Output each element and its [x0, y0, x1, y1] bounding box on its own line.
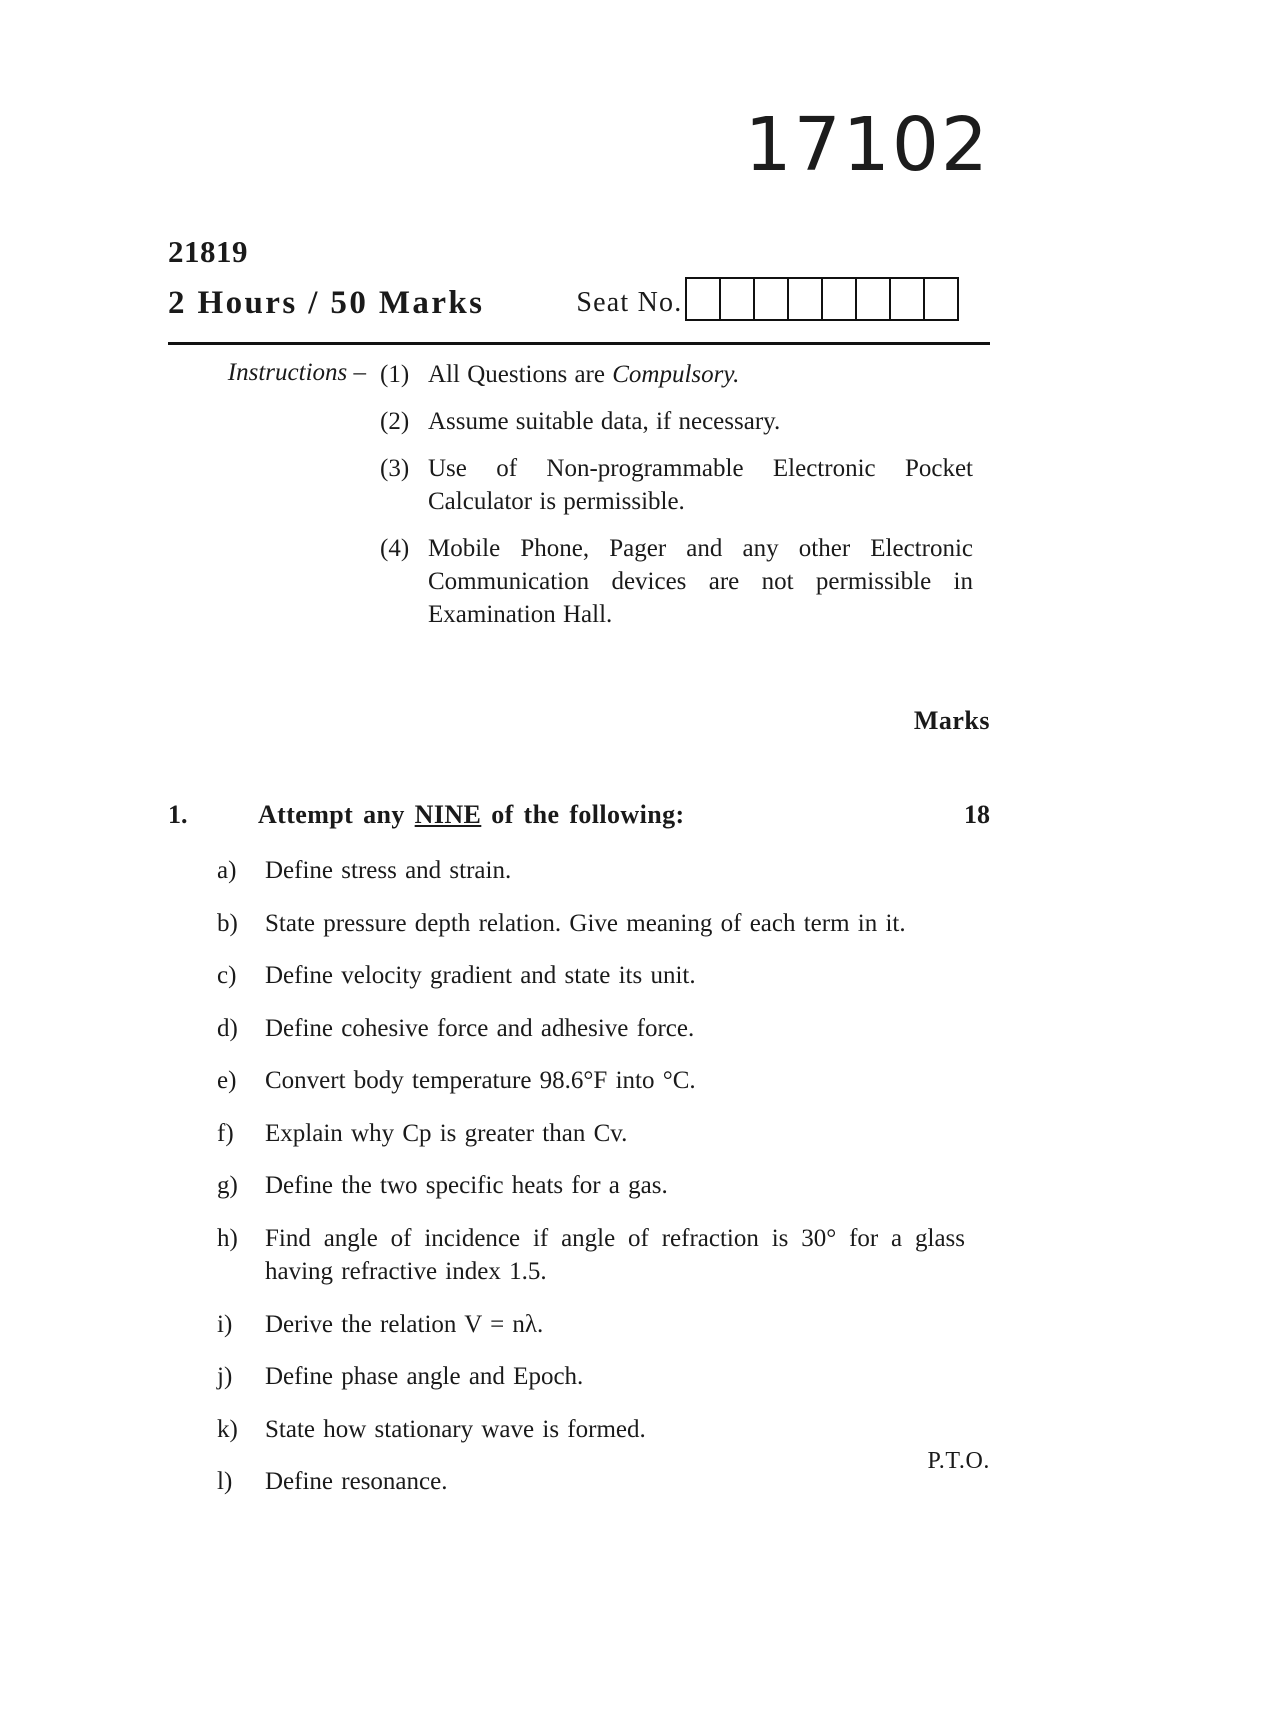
sub-question-letter: c) [217, 962, 237, 989]
instruction-number: (2) [380, 408, 410, 435]
question-1-number: 1. [168, 800, 188, 829]
sub-question-text: State how stationary wave is formed. [265, 1415, 646, 1443]
sub-question-text: Convert body temperature 98.6°F into °C. [265, 1067, 696, 1094]
sub-question-item [217, 1413, 990, 1447]
instruction-text [428, 358, 739, 391]
sub-question-letter: e) [217, 1067, 237, 1094]
instruction-text-emphasis: Compulsory. [612, 361, 740, 388]
instruction-item [380, 358, 990, 391]
seat-number-cell[interactable] [891, 279, 925, 319]
question-1-marks: 18 [964, 800, 990, 829]
sub-question-letter: a) [217, 857, 237, 884]
sub-question-item [217, 1117, 990, 1151]
duration-seat-row [168, 277, 990, 322]
sub-question-letter: f) [217, 1119, 234, 1147]
sub-question-text: Define resonance. [265, 1468, 448, 1495]
sub-question-letter: g) [217, 1172, 238, 1199]
sub-question-item [217, 959, 990, 993]
instruction-text-main: Use of Non-programmable Electronic Pocket Calculator is permissible. [428, 455, 973, 515]
instruction-text [428, 452, 973, 518]
duration-and-marks: 2 Hours / 50 Marks [168, 284, 485, 321]
sub-question-text: Find angle of incidence if angle of refraction is 30° for a glass having refractive index 1.5. [265, 1224, 965, 1285]
sub-question-text: Define the two specific heats for a gas. [265, 1172, 668, 1199]
instruction-number: (3) [380, 455, 410, 482]
sub-question-item [217, 1360, 990, 1394]
question-1-sub-list [168, 854, 990, 1499]
instructions-list [380, 358, 990, 645]
question-heading-emphasis: NINE [414, 800, 482, 829]
sub-question-text: Define stress and strain. [265, 857, 512, 884]
sub-question-item [217, 1012, 990, 1046]
sub-question-letter: b) [217, 909, 238, 937]
instructions-row [190, 358, 990, 645]
seat-number-cell[interactable] [823, 279, 857, 319]
sub-question-item [217, 907, 990, 941]
instruction-text-main: All Questions are [428, 361, 613, 388]
instruction-item [380, 452, 990, 518]
seat-number-cell[interactable] [755, 279, 789, 319]
sub-question-text: Define phase angle and Epoch. [265, 1363, 584, 1390]
sub-question-text: State pressure depth relation. Give meaning of each term in it. [265, 909, 906, 937]
seat-number-field[interactable] [576, 277, 959, 322]
sub-question-text: Define velocity gradient and state its unit. [265, 962, 696, 989]
page-content [168, 0, 990, 1726]
sub-question-item [217, 1465, 990, 1499]
instruction-item [380, 405, 990, 438]
question-1-heading [168, 800, 990, 830]
sub-question-item [217, 1308, 990, 1342]
question-heading-suffix: of the following: [481, 800, 685, 829]
instruction-item [380, 532, 990, 631]
sub-question-letter: l) [217, 1468, 233, 1495]
seat-number-cell[interactable] [789, 279, 823, 319]
question-heading-prefix: Attempt any [258, 800, 415, 829]
page-turn-over-note: P.T.O. [927, 1448, 990, 1474]
header-divider-rule [168, 342, 990, 345]
seat-number-cell[interactable] [857, 279, 891, 319]
sub-question-item [217, 1222, 990, 1289]
sub-question-letter: d) [217, 1014, 238, 1042]
sub-question-letter: h) [217, 1224, 238, 1252]
question-1-heading-text [258, 800, 946, 830]
seat-number-cell[interactable] [925, 279, 957, 319]
sub-question-item [217, 854, 990, 888]
paper-number: 21819 [168, 234, 248, 269]
question-1-block [168, 800, 990, 1518]
instruction-number: (1) [380, 361, 410, 388]
instruction-number: (4) [380, 535, 410, 562]
marks-column-label: Marks [913, 706, 990, 735]
instruction-text [428, 405, 780, 438]
instructions-section [190, 358, 990, 645]
sub-question-text: Derive the relation V = nλ. [265, 1310, 544, 1338]
seat-number-boxes[interactable] [685, 277, 959, 321]
sub-question-item [217, 1169, 990, 1203]
paper-header-block [168, 236, 990, 322]
paper-code-number: 17102 [744, 102, 990, 188]
instruction-text-main: Mobile Phone, Pager and any other Electronic Communication devices are not permissible in Examination Hall. [428, 535, 973, 628]
sub-question-text: Explain why Cp is greater than Cv. [265, 1119, 628, 1147]
seat-number-label: Seat No. [576, 286, 683, 318]
sub-question-item [217, 1064, 990, 1098]
instruction-text-main: Assume suitable data, if necessary. [428, 408, 781, 435]
sub-question-text: Define cohesive force and adhesive force. [265, 1014, 695, 1042]
sub-question-letter: i) [217, 1310, 233, 1338]
sub-question-letter: k) [217, 1415, 238, 1443]
seat-number-cell[interactable] [721, 279, 755, 319]
seat-number-cell[interactable] [687, 279, 721, 319]
sub-question-letter: j) [217, 1363, 233, 1390]
instructions-title: Instructions – [227, 359, 366, 386]
instruction-text [428, 532, 973, 631]
